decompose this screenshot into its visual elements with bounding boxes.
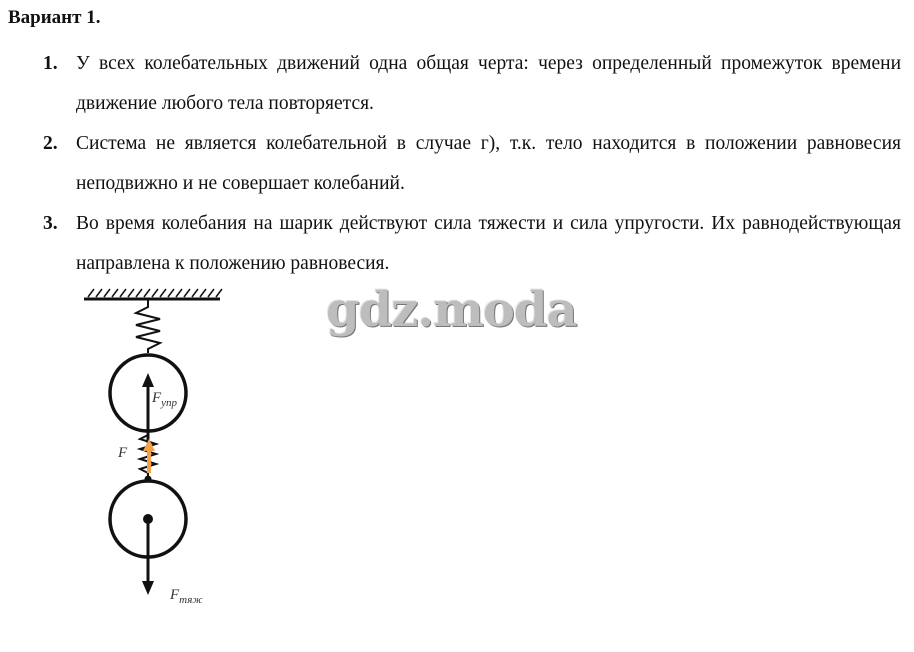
- elastic-force-label: $F_{упр}$: [152, 390, 178, 409]
- item-text: Система не является колебательной в случае г), т.к. тело находится в положении равновесия неподвижно и не совершает колебаний.: [76, 133, 901, 194]
- item-text: У всех колебательных движений одна общая черта: через определенный промежуток времени движение любого тела повторяется.: [76, 53, 901, 114]
- item-number: 2.: [43, 133, 58, 154]
- answer-list: [0, 44, 914, 284]
- list-item: [0, 124, 901, 204]
- list-item: [0, 44, 901, 124]
- list-item: [0, 204, 901, 284]
- upper-spring: [136, 299, 160, 353]
- elastic-force-arrowhead: [142, 373, 154, 387]
- item-text: Во время колебания на шарик действуют сила тяжести и сила упругости. Их равнодействующая направлена к положению равновесия.: [76, 213, 901, 274]
- ceiling-hatching: [88, 289, 222, 297]
- resultant-force-label: F: [118, 445, 128, 461]
- item-number: 1.: [43, 53, 58, 74]
- watermark-logo: gdz.moda: [326, 282, 577, 338]
- item-number: 3.: [43, 213, 58, 234]
- spring-pendulum-figure: [78, 283, 238, 613]
- gravity-force-label: $F_{тяж}$: [170, 587, 203, 606]
- force-diagram: [78, 283, 238, 613]
- gravity-force-arrowhead: [142, 581, 154, 595]
- page-title: Вариант 1.: [8, 7, 101, 28]
